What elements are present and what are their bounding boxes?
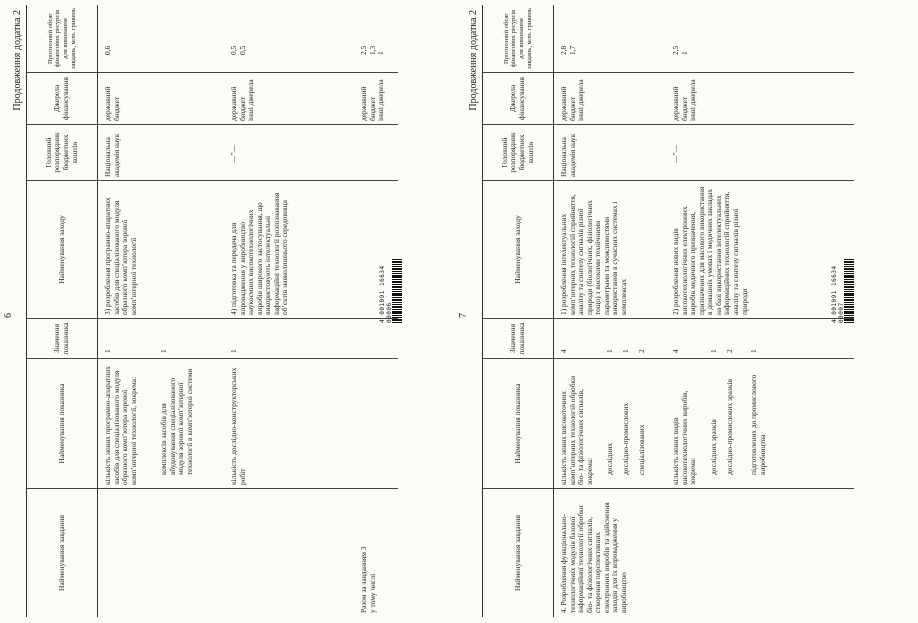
indicator-value: 1 — [159, 349, 168, 353]
manager-text: —”— — [671, 144, 680, 163]
total-amount-text: 2,5 1,3 1 — [359, 45, 386, 55]
barcode-number: 4 001091 16634 00007 — [831, 265, 845, 323]
page-number-6: 6 — [3, 313, 14, 318]
indicator-value: 1 — [103, 349, 112, 353]
header-manager: Головний розпорядник бюджетних коштів — [483, 125, 553, 181]
indicator-value: 4 — [559, 349, 568, 353]
source-text: державний бюджет інші джерела — [671, 79, 698, 121]
indicator-text: комплексів засобів для вбудовування спеціалізованого модуля зорової комп’ютерної технології в комп’ютерні системи — [159, 368, 194, 475]
page-number-7: 7 — [458, 313, 469, 318]
continuation-label-6: Продовження додатка 2 — [12, 10, 23, 111]
source-text: державний бюджет інші джерела — [229, 79, 256, 121]
measure-text: 3) розроблення програмно-апаратних засобів для спеціалізованого модуля образного комп’ютера зорової комп’ютерної технології — [103, 197, 138, 315]
header-value: Значення показника — [483, 319, 553, 359]
header-amount: Прогнозний обсяг фінансових ресурсів для виконання завдань, млн. гривень — [483, 5, 553, 73]
table-header-6 — [26, 5, 98, 617]
header-indicator: Найменування показника — [483, 359, 553, 489]
indicator-value: 1 — [605, 349, 614, 353]
total-source-text: державний бюджет інші джерела — [359, 79, 386, 121]
header-manager: Головний розпорядник бюджетних коштів — [27, 125, 97, 181]
barcode-7 — [831, 258, 854, 323]
indicator-value: 2 — [725, 349, 734, 353]
manager-text: —”— — [229, 144, 238, 163]
indicator-text: кількість нових програмно-апаратних засобів для спеціалізованого модуля образного комп’ютера зорової комп’ютерної технології, зокрема: — [103, 366, 138, 485]
table-body-6 — [98, 5, 398, 617]
indicator-text: дослідних — [605, 442, 614, 475]
manager-text: Національна академія наук — [103, 133, 121, 177]
indicator-value: 1 — [709, 349, 718, 353]
indicator-text: кількість нових видів високотехнологічних виробів, зокрема: — [671, 390, 698, 485]
barcode-6 — [379, 258, 402, 323]
source-text: державний бюджет інші джерела — [559, 79, 586, 121]
measure-text: 1) розроблення інтелектуальних комп’ютерних технологій сприйняття, аналізу та синтезу сигналів різної природи (біологічних, фізіологічних тощо) з високими технічними параметрами та можливостями використання в сучасних системах і комплексах — [559, 194, 629, 315]
header-amount: Прогнозний обсяг фінансових ресурсів для виконання завдань, млн. гривень — [27, 5, 97, 73]
table-header-7 — [482, 5, 554, 617]
total-label: Разом за завданням 3 у тому числі — [359, 546, 377, 613]
table-page-6 — [26, 5, 398, 617]
table-body-7 — [554, 5, 854, 617]
header-value: Значення показника — [27, 319, 97, 359]
amount-text: 2,8 1,7 — [559, 45, 577, 55]
indicator-value: 1 — [621, 349, 630, 353]
indicator-value: 4 — [671, 349, 680, 353]
amount-text: 0,6 — [103, 45, 112, 55]
measure-text: 2) розроблення нових видів високотехнологічних електронних виробів медичного призначення, призначених для масового використання в домашніх умовах і медичних закладах на базі використання інтелектуальних інформаційних технологій сприйняття, аналізу та синтезу сигналів різної природи — [671, 186, 749, 315]
indicator-text: спеціалізованих — [637, 424, 646, 475]
indicator-value: 1 — [229, 349, 238, 353]
indicator-value: 1 — [749, 349, 758, 353]
task-text: 4. Розроблення функціонально-технологічних модулів базової інформаційної технології обробки біо- та фізіологічних сигналів, створення перспективних електронних виробів та здійснення заходів для їх впровадження у виробництво — [559, 502, 629, 613]
indicator-text: кількість дослідно-конструкторських робіт — [229, 367, 247, 485]
header-measure: Найменування заходу — [483, 181, 553, 319]
header-task: Найменування завдання — [56, 515, 66, 591]
header-task: Найменування завдання — [512, 515, 522, 591]
header-source: Джерела фінансування — [27, 73, 97, 125]
measure-text: 4) підготовка та передача для впровадження у виробництво наукоємних високотехнологічних виробів широкого застосування, що використовують інтелектуальні інформаційні технології розпізнавання об’єктів навколишнього середовища — [229, 192, 290, 315]
indicator-text: дослідно-промислових зразків — [725, 379, 734, 475]
indicator-text: дослідно-промислових — [621, 402, 630, 475]
barcode-number: 4 001091 16634 00006 — [379, 265, 393, 323]
indicator-text: підготовлених до промислового виробництва — [749, 374, 767, 475]
indicator-text: дослідних зразків — [709, 419, 718, 475]
header-source: Джерела фінансування — [483, 73, 553, 125]
amount-text: 0,5 0,5 — [229, 45, 247, 55]
manager-text: Національна академія наук — [559, 133, 577, 177]
source-text: державний бюджет — [103, 86, 121, 121]
indicator-text: кількість нових високоточних комп’ютерних технологій обробки біо- та фізіологічних сигналів, зокрема: — [559, 375, 594, 485]
header-measure: Найменування заходу — [27, 181, 97, 319]
amount-text: 2,5 1 — [671, 45, 689, 55]
table-page-7 — [482, 5, 854, 617]
indicator-value: 2 — [637, 349, 646, 353]
continuation-label-7: Продовження додатка 2 — [468, 10, 479, 111]
header-indicator: Найменування показника — [27, 359, 97, 489]
